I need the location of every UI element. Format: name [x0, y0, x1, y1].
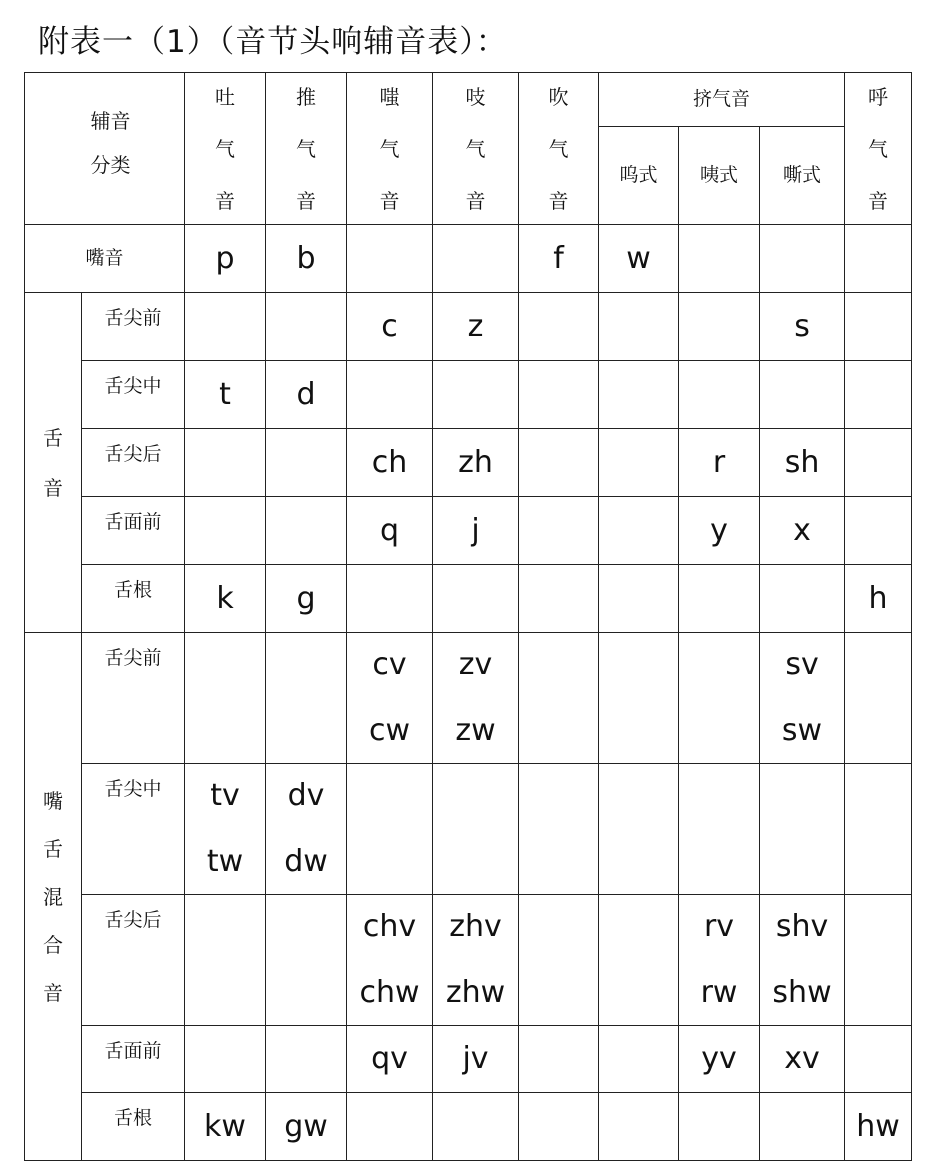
consonant-value: chv	[362, 909, 417, 944]
consonant-value: d	[296, 376, 316, 412]
header-subcol	[599, 127, 679, 225]
consonant-value: y	[710, 512, 728, 548]
table-cell	[266, 497, 347, 565]
table-cell	[266, 293, 347, 361]
consonant-stack	[433, 647, 518, 748]
table-row	[25, 764, 912, 895]
group-label-char: 嘴	[43, 788, 63, 813]
consonant-value: c	[381, 308, 398, 344]
consonant-value: dw	[284, 844, 328, 879]
consonant-value: shv	[775, 909, 829, 944]
header-subcol-label: 咦式	[699, 164, 738, 186]
consonant-value: ch	[371, 444, 408, 480]
row-label-text: 舌尖前	[104, 307, 162, 329]
consonant-value: jv	[462, 1041, 489, 1076]
table-row	[25, 293, 912, 361]
table-cell	[433, 1026, 519, 1093]
consonant-value: hw	[856, 1108, 900, 1144]
table-cell	[760, 895, 845, 1026]
consonant-value: j	[471, 512, 480, 548]
header-col	[185, 73, 266, 225]
table-row	[25, 565, 912, 633]
table-row	[25, 497, 912, 565]
table-cell	[599, 361, 679, 429]
consonant-value: tw	[206, 844, 244, 879]
row-label	[82, 497, 185, 565]
consonant-value: sw	[781, 713, 823, 748]
header-group-label: 挤气音	[693, 88, 751, 110]
table-cell	[599, 429, 679, 497]
header-col-label-char: 音	[215, 188, 235, 213]
table-cell	[433, 633, 519, 764]
consonant-value: dv	[287, 778, 325, 813]
consonant-stack	[433, 909, 518, 1010]
table-cell	[599, 497, 679, 565]
table-cell	[679, 764, 760, 895]
header-col-label	[185, 84, 265, 213]
table-cell	[185, 225, 266, 293]
table-cell	[760, 565, 845, 633]
table-cell	[347, 361, 433, 429]
table-cell	[433, 225, 519, 293]
table-row	[25, 895, 912, 1026]
table-cell	[760, 497, 845, 565]
table-cell	[347, 633, 433, 764]
consonant-value: sv	[785, 647, 819, 682]
consonant-value: gw	[284, 1108, 328, 1144]
table-cell	[433, 429, 519, 497]
row-label-text: 舌尖后	[104, 909, 162, 931]
consonant-stack	[185, 778, 265, 879]
table-cell	[845, 895, 912, 1026]
page-title: 附表一（1）（音节头响辅音表）：	[38, 24, 508, 60]
header-col-label-char: 音	[548, 188, 569, 213]
consonant-stack	[760, 909, 844, 1010]
table-row	[25, 633, 912, 764]
table-cell	[347, 429, 433, 497]
consonant-table	[24, 72, 912, 1161]
header-col-label-char: 气	[296, 136, 316, 161]
consonant-value: xv	[784, 1041, 820, 1076]
group-label-char: 舌	[43, 425, 63, 450]
group-label	[25, 633, 82, 1161]
header-subcol	[760, 127, 845, 225]
consonant-value: zhv	[449, 909, 502, 944]
consonant-value: zv	[458, 647, 493, 682]
consonant-value: yv	[701, 1041, 737, 1076]
table-cell	[845, 225, 912, 293]
group-label-char: 音	[43, 475, 63, 500]
table-row	[25, 361, 912, 429]
table-cell	[519, 429, 599, 497]
table-cell	[845, 429, 912, 497]
header-subcol-label: 呜式	[619, 164, 658, 186]
header-col	[845, 73, 912, 225]
row-label-text: 舌根	[113, 1107, 152, 1129]
consonant-value: kw	[204, 1108, 246, 1144]
table-cell	[266, 429, 347, 497]
group-label-char: 音	[43, 980, 63, 1005]
header-col-label	[519, 84, 598, 213]
group-label-text	[25, 425, 81, 500]
table-cell	[519, 497, 599, 565]
table-cell	[679, 1026, 760, 1093]
row-label-text: 舌面前	[104, 1040, 162, 1062]
consonant-value: rw	[700, 975, 738, 1010]
group-label-char: 舌	[43, 836, 63, 861]
consonant-value: w	[626, 240, 651, 276]
table-cell	[266, 1093, 347, 1161]
table-cell	[519, 764, 599, 895]
row-label-text: 舌尖中	[104, 778, 162, 800]
consonant-value: g	[296, 580, 316, 616]
header-col-label-char: 气	[379, 136, 400, 161]
table-cell	[433, 1093, 519, 1161]
table-cell	[519, 1093, 599, 1161]
group-label-text	[25, 788, 81, 1005]
table-cell	[599, 764, 679, 895]
consonant-stack	[347, 909, 432, 1010]
table-cell	[266, 361, 347, 429]
header-col-label	[266, 84, 346, 213]
table-cell	[347, 565, 433, 633]
table-cell	[845, 1093, 912, 1161]
table-cell	[185, 895, 266, 1026]
table-cell	[679, 1093, 760, 1161]
table-cell	[679, 293, 760, 361]
consonant-value: cv	[372, 647, 407, 682]
table-row	[25, 1093, 912, 1161]
consonant-value: z	[467, 308, 484, 344]
header-col-label-char: 气	[465, 136, 486, 161]
table-cell	[599, 293, 679, 361]
row-label-text: 舌尖中	[104, 375, 162, 397]
header-col-label-char: 呼	[868, 84, 889, 109]
row-label-text: 嘴音	[85, 247, 124, 269]
consonant-stack	[347, 647, 432, 748]
table-cell	[599, 565, 679, 633]
row-label	[82, 565, 185, 633]
corner-cell	[25, 73, 185, 225]
table-cell	[760, 1093, 845, 1161]
table-cell	[679, 429, 760, 497]
consonant-stack	[679, 909, 759, 1010]
consonant-value: t	[219, 376, 231, 412]
table-cell	[845, 764, 912, 895]
corner-text: 分类	[90, 153, 131, 177]
table-cell	[845, 497, 912, 565]
table-cell	[266, 764, 347, 895]
header-col-label-char: 音	[868, 188, 889, 213]
table-cell	[185, 1026, 266, 1093]
table-cell	[347, 895, 433, 1026]
corner-text: 辅音	[90, 109, 131, 133]
table-cell	[266, 225, 347, 293]
group-label-char: 混	[43, 884, 63, 909]
table-cell	[185, 633, 266, 764]
row-label	[25, 225, 185, 293]
table-cell	[433, 361, 519, 429]
consonant-value: cw	[368, 713, 411, 748]
row-label	[82, 293, 185, 361]
consonant-value: q	[379, 512, 400, 548]
table-cell	[760, 1026, 845, 1093]
consonant-value: x	[793, 512, 811, 548]
header-col-label-char: 推	[296, 84, 316, 109]
corner-label	[25, 73, 184, 175]
header-col	[266, 73, 347, 225]
consonant-value: s	[794, 308, 810, 344]
header-col-label	[347, 84, 432, 213]
table-cell	[185, 497, 266, 565]
table-cell	[185, 565, 266, 633]
header-col-label-char: 气	[215, 136, 235, 161]
table-cell	[679, 497, 760, 565]
table-cell	[679, 633, 760, 764]
row-label-text: 舌尖后	[104, 443, 162, 465]
header-subcol	[679, 127, 760, 225]
row-label	[82, 895, 185, 1026]
header-col-label-char: 气	[868, 136, 889, 161]
consonant-value: k	[216, 580, 234, 616]
header-col-label-char: 嗤	[379, 84, 400, 109]
group-label	[25, 293, 82, 633]
table-cell	[679, 565, 760, 633]
table-cell	[845, 361, 912, 429]
table-row	[25, 429, 912, 497]
table-cell	[433, 293, 519, 361]
table-cell	[266, 895, 347, 1026]
header-col-label-char: 吐	[215, 84, 235, 109]
table-cell	[519, 1026, 599, 1093]
consonant-value: zh	[458, 444, 493, 480]
table-cell	[347, 225, 433, 293]
table-cell	[266, 1026, 347, 1093]
consonant-value: sh	[784, 444, 820, 480]
row-label	[82, 764, 185, 895]
header-col-label-char: 气	[548, 136, 569, 161]
row-label	[82, 1093, 185, 1161]
table-cell	[519, 633, 599, 764]
table-cell	[433, 764, 519, 895]
consonant-value: p	[215, 240, 235, 276]
table-cell	[760, 225, 845, 293]
table-cell	[347, 293, 433, 361]
header-col	[347, 73, 433, 225]
table-cell	[347, 497, 433, 565]
row-label-text: 舌根	[113, 579, 152, 601]
consonant-value: b	[296, 240, 316, 276]
header-col-label-char: 音	[379, 188, 400, 213]
table-cell	[347, 1093, 433, 1161]
table-cell	[679, 895, 760, 1026]
header-col-label	[845, 84, 911, 213]
table-cell	[845, 1026, 912, 1093]
table-cell	[266, 565, 347, 633]
table-cell	[760, 764, 845, 895]
header-col-label-char: 音	[465, 188, 486, 213]
table-cell	[599, 225, 679, 293]
table-cell	[185, 429, 266, 497]
table-row	[25, 225, 912, 293]
row-label-text: 舌尖前	[104, 647, 162, 669]
consonant-stack	[266, 778, 346, 879]
row-label	[82, 1026, 185, 1093]
table-cell	[185, 764, 266, 895]
table-cell	[599, 633, 679, 764]
row-label	[82, 429, 185, 497]
table-row	[25, 1026, 912, 1093]
header-col	[519, 73, 599, 225]
table-cell	[185, 1093, 266, 1161]
header-col	[433, 73, 519, 225]
header-group	[599, 73, 845, 127]
table-cell	[519, 361, 599, 429]
table-cell	[760, 633, 845, 764]
header-col-label-char: 吱	[465, 84, 486, 109]
consonant-stack	[760, 647, 844, 748]
table-cell	[845, 565, 912, 633]
row-label	[82, 633, 185, 764]
consonant-value: qv	[371, 1041, 408, 1076]
table-cell	[845, 293, 912, 361]
table-cell	[519, 565, 599, 633]
consonant-value: zhw	[445, 975, 506, 1010]
table-cell	[347, 1026, 433, 1093]
group-label-char: 合	[43, 932, 63, 957]
header-subcol-label: 嘶式	[783, 164, 822, 186]
consonant-value: f	[553, 240, 564, 276]
consonant-value: tv	[210, 778, 240, 813]
table-cell	[599, 1093, 679, 1161]
table-cell	[185, 361, 266, 429]
consonant-value: shw	[772, 975, 832, 1010]
table-cell	[519, 225, 599, 293]
table-cell	[519, 895, 599, 1026]
row-label-text: 舌面前	[104, 511, 162, 533]
table-cell	[433, 497, 519, 565]
table-cell	[266, 633, 347, 764]
table-cell	[599, 1026, 679, 1093]
table-cell	[679, 361, 760, 429]
consonant-value: h	[868, 580, 888, 616]
row-label	[82, 361, 185, 429]
table-cell	[760, 429, 845, 497]
header-col-label-char: 吹	[548, 84, 569, 109]
consonant-value: rv	[703, 909, 735, 944]
table-cell	[433, 895, 519, 1026]
table-cell	[347, 764, 433, 895]
consonant-value: chw	[359, 975, 420, 1010]
header-col-label-char: 音	[296, 188, 316, 213]
table-cell	[760, 361, 845, 429]
table-cell	[433, 565, 519, 633]
header-col-label	[433, 84, 518, 213]
table-cell	[845, 633, 912, 764]
table-cell	[599, 895, 679, 1026]
table-cell	[760, 293, 845, 361]
table-cell	[185, 293, 266, 361]
consonant-value: zw	[455, 713, 496, 748]
table-cell	[679, 225, 760, 293]
header-row	[25, 73, 912, 127]
consonant-value: r	[712, 444, 726, 480]
table-cell	[519, 293, 599, 361]
